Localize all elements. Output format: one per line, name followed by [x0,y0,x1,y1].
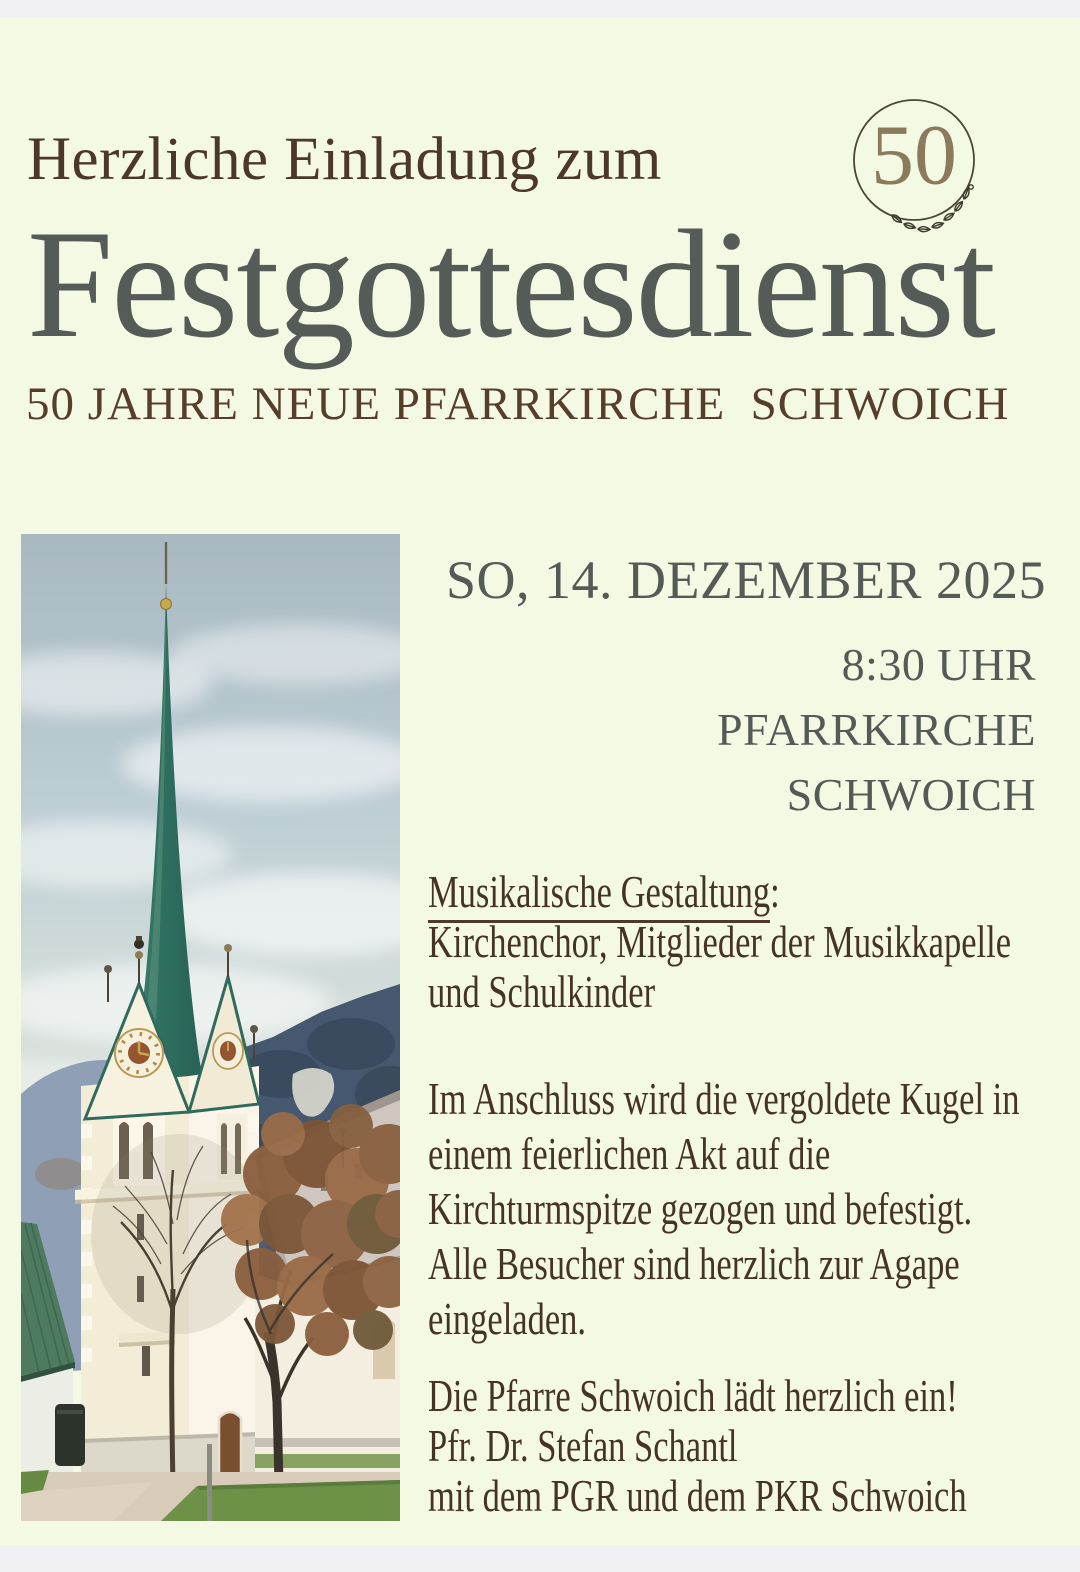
clock-side [213,1033,243,1069]
music-heading-colon: : [770,866,780,917]
event-place-block [717,632,1036,827]
event-time: 8:30 UHR [841,639,1036,690]
announcement-paragraph [428,1071,1020,1346]
event-venue-line1: PFARRKIRCHE [716,704,1036,755]
clock-front [115,1029,163,1077]
announcement-line: Kirchturmspitze gezogen und befestigt. [428,1183,973,1234]
announcement-line: Im Anschluss wird die vergoldete Kugel in [428,1073,1020,1124]
intro-heading: Herzliche Einladung zum [27,126,662,193]
announcement-line: einem feierlichen Akt auf die [428,1128,831,1179]
main-title: Festgottesdienst [27,198,994,370]
footer-line: Pfr. Dr. Stefan Schantl [428,1420,738,1471]
subtitle-caps: 50 JAHRE NEUE PFARRKIRCHE SCHWOICH [26,378,1010,430]
announcement-line: Alle Besucher sind herzlich zur Agape [428,1238,960,1289]
sign-post [207,1444,212,1521]
music-heading-line [428,867,1011,917]
music-line: Kirchenchor, Mitglieder der Musikkapelle [428,916,1012,967]
badge-number: 50 [871,106,957,203]
announcement-line: eingeladen. [428,1293,587,1344]
church-photo [21,534,400,1521]
footer-block [428,1371,967,1521]
footer-line: mit dem PGR und dem PKR Schwoich [428,1470,967,1521]
footer-line: Die Pfarre Schwoich lädt herzlich ein! [428,1370,958,1421]
event-venue-line2: SCHWOICH [786,769,1036,820]
event-date: SO, 14. DEZEMBER 2025 [445,550,1046,610]
bottom-frame-bar [0,1545,1080,1572]
music-heading: Musikalische Gestaltung [428,866,770,923]
music-section [428,867,1011,1017]
top-frame-bar [0,0,1080,17]
music-line: und Schulkinder [428,966,656,1017]
golden-ball [161,599,172,610]
